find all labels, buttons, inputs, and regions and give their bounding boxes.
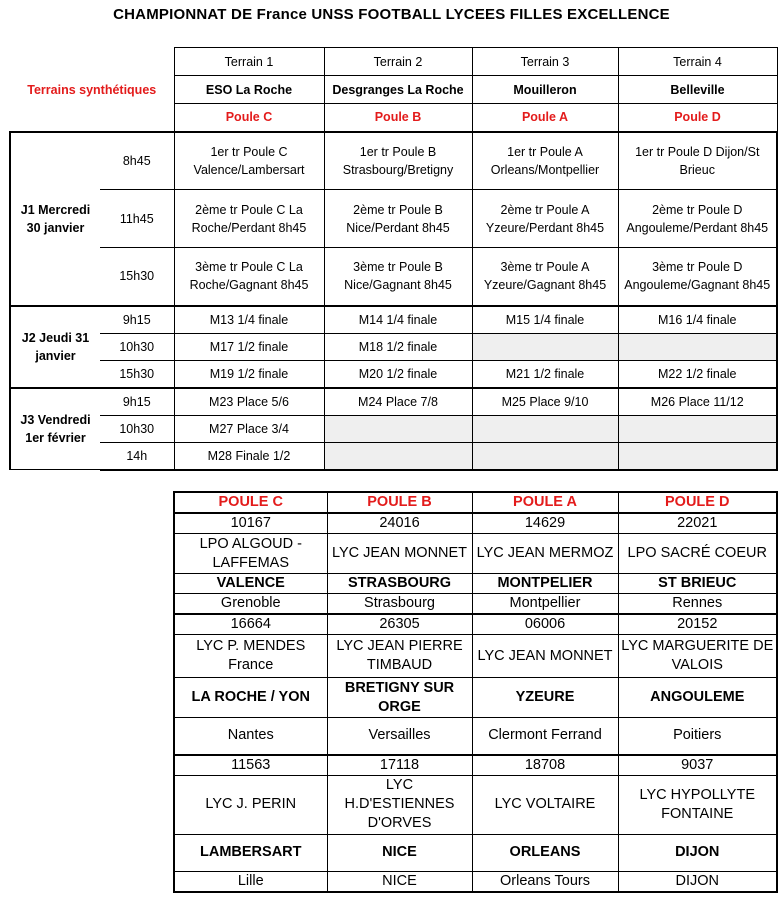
match-cell: 3ème tr Poule D Angouleme/Gagnant 8h45 bbox=[618, 248, 777, 306]
school-id: 11563 bbox=[174, 755, 327, 776]
school-name: LYC JEAN MONNET bbox=[472, 635, 618, 678]
team-city: YZEURE bbox=[472, 678, 618, 718]
time-slot: 8h45 bbox=[100, 132, 174, 190]
match-cell: M26 Place 11/12 bbox=[618, 388, 777, 416]
match-cell: M25 Place 9/10 bbox=[472, 388, 618, 416]
academy: NICE bbox=[327, 871, 472, 892]
venue-header: Desgranges La Roche bbox=[324, 76, 472, 104]
school-id: 18708 bbox=[472, 755, 618, 776]
academy: Lille bbox=[174, 871, 327, 892]
side-label: Terrains synthétiques bbox=[27, 82, 157, 97]
match-cell: 2ème tr Poule C La Roche/Perdant 8h45 bbox=[174, 190, 324, 248]
time-slot: 15h30 bbox=[100, 361, 174, 388]
empty-cell bbox=[618, 443, 777, 470]
school-id: 20152 bbox=[618, 614, 777, 635]
school-id: 16664 bbox=[174, 614, 327, 635]
match-cell: 2ème tr Poule D Angouleme/Perdant 8h45 bbox=[618, 190, 777, 248]
poule-heading: POULE D bbox=[618, 492, 777, 513]
school-id: 26305 bbox=[327, 614, 472, 635]
team-city: DIJON bbox=[618, 834, 777, 871]
match-cell: 2ème tr Poule A Yzeure/Perdant 8h45 bbox=[472, 190, 618, 248]
team-city: STRASBOURG bbox=[327, 574, 472, 594]
team-city: LA ROCHE / YON bbox=[174, 678, 327, 718]
poule-header: Poule D bbox=[618, 104, 777, 132]
match-cell: M14 1/4 finale bbox=[324, 306, 472, 334]
academy: Clermont Ferrand bbox=[472, 718, 618, 755]
time-slot: 10h30 bbox=[100, 416, 174, 443]
empty-cell bbox=[472, 334, 618, 361]
page-title: CHAMPIONNAT DE France UNSS FOOTBALL LYCEES FILLES EXCELLENCE bbox=[113, 6, 670, 23]
empty-cell bbox=[618, 334, 777, 361]
match-cell: 1er tr Poule D Dijon/St Brieuc bbox=[618, 132, 777, 190]
match-cell: M21 1/2 finale bbox=[472, 361, 618, 388]
time-slot: 11h45 bbox=[100, 190, 174, 248]
team-city: ST BRIEUC bbox=[618, 574, 777, 594]
academy: Versailles bbox=[327, 718, 472, 755]
academy: Nantes bbox=[174, 718, 327, 755]
school-name: LYC MARGUERITE DE VALOIS bbox=[618, 635, 777, 678]
poule-header: Poule A bbox=[472, 104, 618, 132]
team-city: ORLEANS bbox=[472, 834, 618, 871]
academy: Poitiers bbox=[618, 718, 777, 755]
team-city: ANGOULEME bbox=[618, 678, 777, 718]
school-name: LYC P. MENDES France bbox=[174, 635, 327, 678]
empty-cell bbox=[618, 416, 777, 443]
match-cell: M16 1/4 finale bbox=[618, 306, 777, 334]
school-id: 06006 bbox=[472, 614, 618, 635]
poule-header: Poule B bbox=[324, 104, 472, 132]
team-city: LAMBERSART bbox=[174, 834, 327, 871]
poule-heading: POULE A bbox=[472, 492, 618, 513]
match-cell: 1er tr Poule B Strasbourg/Bretigny bbox=[324, 132, 472, 190]
poule-header: Poule C bbox=[174, 104, 324, 132]
school-name: LYC JEAN MERMOZ bbox=[472, 534, 618, 574]
team-city: BRETIGNY SUR ORGE bbox=[327, 678, 472, 718]
match-cell: M18 1/2 finale bbox=[324, 334, 472, 361]
school-id: 14629 bbox=[472, 513, 618, 534]
academy: Orleans Tours bbox=[472, 871, 618, 892]
venue-header: ESO La Roche bbox=[174, 76, 324, 104]
school-name: LYC HYPOLLYTE FONTAINE bbox=[618, 775, 777, 834]
empty-cell bbox=[324, 416, 472, 443]
match-cell: 3ème tr Poule A Yzeure/Gagnant 8h45 bbox=[472, 248, 618, 306]
academy: Strasbourg bbox=[327, 594, 472, 615]
match-cell: 2ème tr Poule B Nice/Perdant 8h45 bbox=[324, 190, 472, 248]
match-cell: M20 1/2 finale bbox=[324, 361, 472, 388]
school-name: LPO ALGOUD - LAFFEMAS bbox=[174, 534, 327, 574]
school-name: LYC H.D'ESTIENNES D'ORVES bbox=[327, 775, 472, 834]
match-cell: M17 1/2 finale bbox=[174, 334, 324, 361]
match-cell: 1er tr Poule C Valence/Lambersart bbox=[174, 132, 324, 190]
time-slot: 14h bbox=[100, 443, 174, 470]
match-cell: M19 1/2 finale bbox=[174, 361, 324, 388]
match-cell: M22 1/2 finale bbox=[618, 361, 777, 388]
match-cell: M24 Place 7/8 bbox=[324, 388, 472, 416]
match-cell: M13 1/4 finale bbox=[174, 306, 324, 334]
poule-heading: POULE C bbox=[174, 492, 327, 513]
match-cell: 3ème tr Poule C La Roche/Gagnant 8h45 bbox=[174, 248, 324, 306]
school-name: LYC JEAN MONNET bbox=[327, 534, 472, 574]
team-city: MONTPELIER bbox=[472, 574, 618, 594]
day-label: J2 Jeudi 31 janvier bbox=[10, 306, 100, 388]
academy: DIJON bbox=[618, 871, 777, 892]
school-id: 10167 bbox=[174, 513, 327, 534]
school-id: 22021 bbox=[618, 513, 777, 534]
time-slot: 9h15 bbox=[100, 388, 174, 416]
school-name: LYC JEAN PIERRE TIMBAUD bbox=[327, 635, 472, 678]
match-cell: M28 Finale 1/2 bbox=[174, 443, 324, 470]
academy: Grenoble bbox=[174, 594, 327, 615]
school-name: LYC J. PERIN bbox=[174, 775, 327, 834]
venue-header: Belleville bbox=[618, 76, 777, 104]
terrain-header: Terrain 2 bbox=[324, 48, 472, 76]
team-city: NICE bbox=[327, 834, 472, 871]
match-cell: M27 Place 3/4 bbox=[174, 416, 324, 443]
time-slot: 9h15 bbox=[100, 306, 174, 334]
time-slot: 10h30 bbox=[100, 334, 174, 361]
match-cell: M23 Place 5/6 bbox=[174, 388, 324, 416]
match-cell: 1er tr Poule A Orleans/Montpellier bbox=[472, 132, 618, 190]
school-id: 9037 bbox=[618, 755, 777, 776]
schedule-table bbox=[9, 47, 778, 471]
teams-table bbox=[173, 491, 778, 893]
school-name: LPO SACRÉ COEUR bbox=[618, 534, 777, 574]
school-name: LYC VOLTAIRE bbox=[472, 775, 618, 834]
match-cell: 3ème tr Poule B Nice/Gagnant 8h45 bbox=[324, 248, 472, 306]
poule-heading: POULE B bbox=[327, 492, 472, 513]
day-label: J3 Vendredi 1er février bbox=[10, 388, 100, 470]
terrain-header: Terrain 1 bbox=[174, 48, 324, 76]
empty-cell bbox=[472, 416, 618, 443]
terrain-header: Terrain 4 bbox=[618, 48, 777, 76]
venue-header: Mouilleron bbox=[472, 76, 618, 104]
match-cell: M15 1/4 finale bbox=[472, 306, 618, 334]
day-label: J1 Mercredi 30 janvier bbox=[10, 132, 100, 306]
empty-cell bbox=[472, 443, 618, 470]
academy: Montpellier bbox=[472, 594, 618, 615]
school-id: 17118 bbox=[327, 755, 472, 776]
terrain-header: Terrain 3 bbox=[472, 48, 618, 76]
academy: Rennes bbox=[618, 594, 777, 615]
team-city: VALENCE bbox=[174, 574, 327, 594]
empty-cell bbox=[324, 443, 472, 470]
time-slot: 15h30 bbox=[100, 248, 174, 306]
school-id: 24016 bbox=[327, 513, 472, 534]
